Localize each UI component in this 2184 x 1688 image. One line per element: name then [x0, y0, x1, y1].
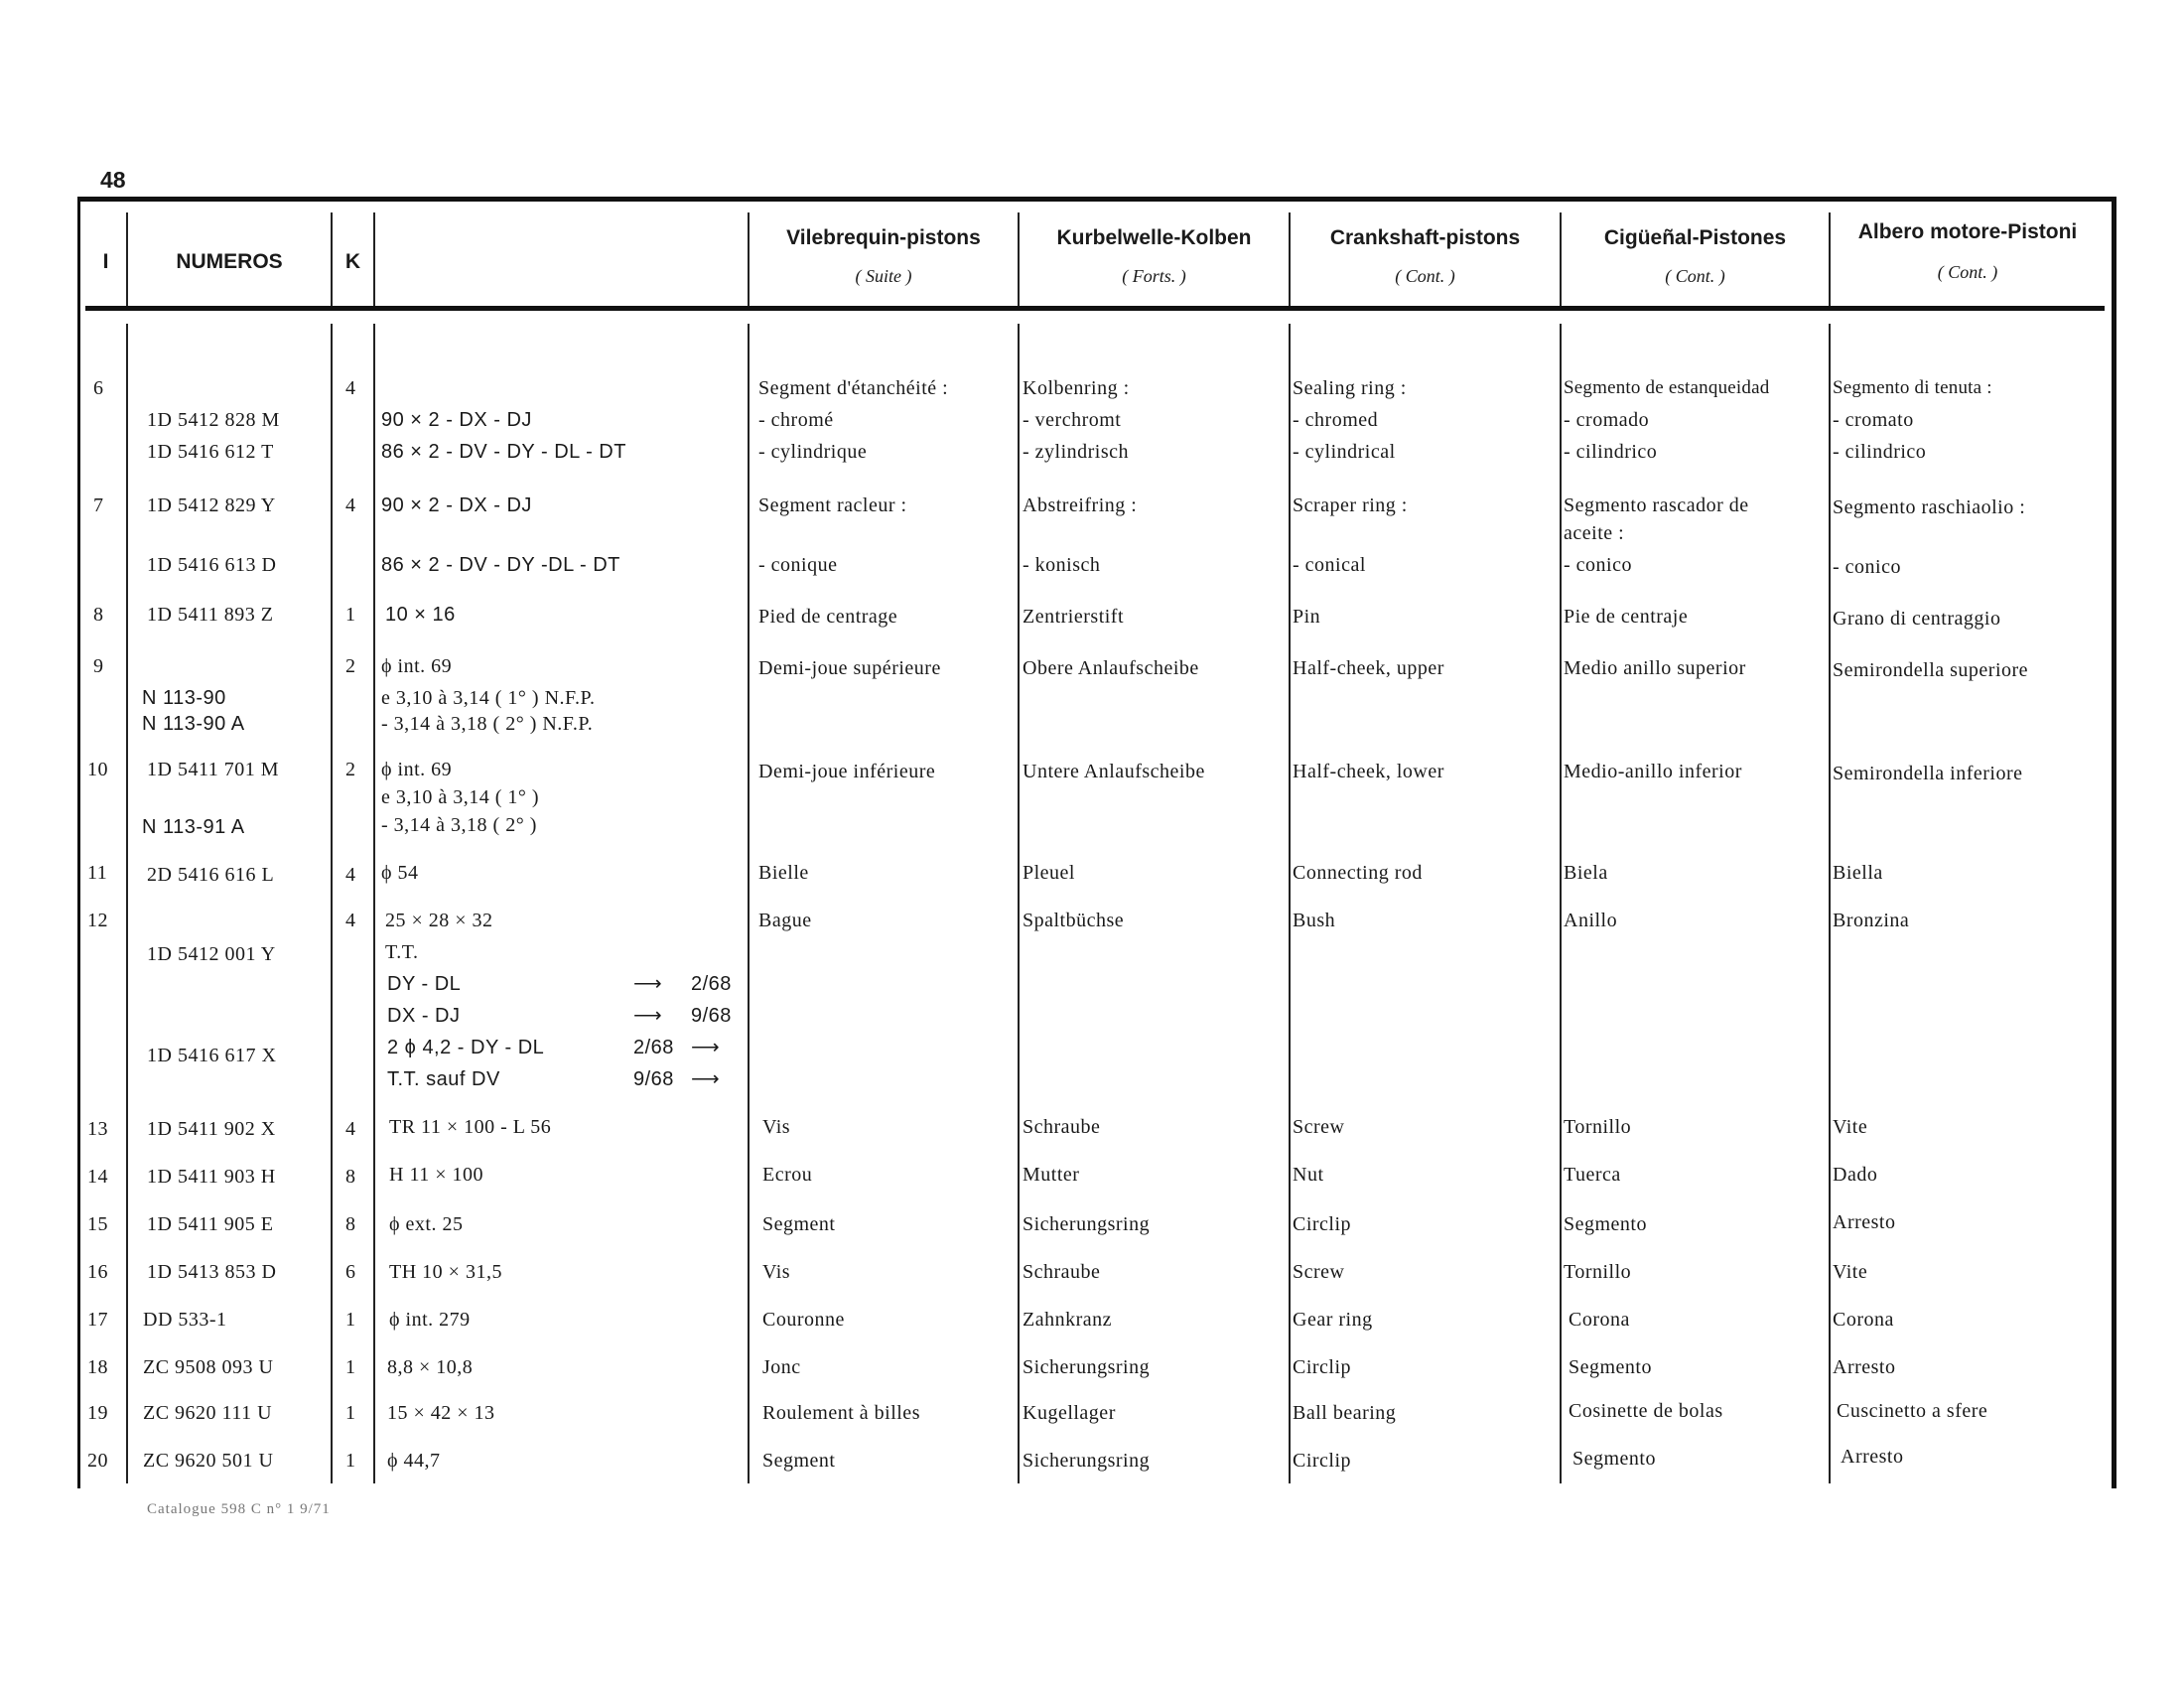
label-en: - chromed — [1293, 409, 1379, 431]
spec-text: T.T. — [385, 941, 419, 963]
arrow-icon: ⟶ — [691, 1037, 721, 1058]
label-fr: Ecrou — [762, 1164, 813, 1186]
label-es: aceite : — [1564, 522, 1625, 544]
spec-text: ϕ ext. 25 — [389, 1213, 464, 1235]
part-number: 2D 5416 616 L — [147, 864, 275, 886]
label-es: - cilindrico — [1564, 441, 1658, 463]
label-fr: Pied de centrage — [758, 606, 898, 628]
header-de-sub: ( Forts. ) — [1122, 266, 1186, 286]
part-number: 1D 5411 903 H — [147, 1166, 276, 1188]
header-de-title: Kurbelwelle-Kolben — [1056, 226, 1252, 249]
body-divider-v — [1018, 324, 1020, 1483]
row-index: 7 — [93, 494, 104, 516]
part-number: 1D 5413 853 D — [147, 1261, 277, 1283]
spec-text: 86 × 2 - DV - DY -DL - DT — [381, 554, 620, 576]
spec-text: H 11 × 100 — [389, 1164, 483, 1186]
label-de: Pleuel — [1023, 862, 1075, 884]
label-en: Gear ring — [1293, 1309, 1373, 1331]
label-fr: Demi-joue supérieure — [758, 657, 941, 679]
label-it: Arresto — [1833, 1356, 1896, 1378]
header-qty: K — [344, 250, 361, 273]
label-es: Medio-anillo inferior — [1564, 761, 1742, 782]
label-it: Arresto — [1833, 1211, 1896, 1233]
quantity: 4 — [345, 494, 356, 516]
label-es: Anillo — [1564, 910, 1618, 931]
spec-text: - 3,14 à 3,18 ( 2° ) — [381, 814, 537, 836]
part-number: N 113-90 — [142, 687, 226, 709]
part-number: 1D 5411 902 X — [147, 1118, 276, 1140]
label-fr: Bielle — [758, 862, 809, 884]
quantity: 1 — [345, 1402, 356, 1424]
label-en: Half-cheek, lower — [1293, 761, 1444, 782]
label-de: Untere Anlaufscheibe — [1023, 761, 1205, 782]
label-de: Abstreifring : — [1023, 494, 1138, 516]
spec-text: ϕ 54 — [381, 862, 419, 884]
header-fr-title: Vilebrequin-pistons — [786, 226, 981, 249]
body-divider-v — [748, 324, 750, 1483]
row-index: 8 — [93, 604, 104, 626]
quantity: 4 — [345, 864, 356, 886]
label-it: - cromato — [1833, 409, 1914, 431]
label-it: Semirondella inferiore — [1833, 763, 2023, 784]
label-es: Cosinette de bolas — [1569, 1400, 1723, 1422]
spec-condition: DY - DL — [387, 973, 462, 995]
label-es: Pie de centraje — [1564, 606, 1689, 628]
spec-text: 10 × 16 — [385, 604, 456, 626]
spec-text: e 3,10 à 3,14 ( 1° ) — [381, 786, 540, 808]
spec-condition: 2 ϕ 4,2 - DY - DL — [387, 1037, 545, 1058]
row-index: 12 — [87, 910, 108, 931]
spec-date: 9/68 — [633, 1068, 674, 1090]
header-en-title: Crankshaft-pistons — [1329, 226, 1521, 249]
part-number: 1D 5416 613 D — [147, 554, 277, 576]
label-es: - conico — [1564, 554, 1632, 576]
label-en: Screw — [1293, 1261, 1345, 1283]
part-number: 1D 5412 829 Y — [147, 494, 276, 516]
label-it: Arresto — [1841, 1446, 1904, 1468]
header-it-title: Albero motore-Pistoni — [1857, 220, 2078, 243]
label-it: Segmento di tenuta : — [1833, 377, 1992, 398]
spec-text: ϕ int. 69 — [381, 655, 453, 677]
spec-date: 2/68 — [691, 973, 732, 995]
part-number: 1D 5411 893 Z — [147, 604, 274, 626]
label-fr: Roulement à billes — [762, 1402, 920, 1424]
header-es-title: Cigüeñal-Pistones — [1603, 226, 1787, 249]
label-en: Sealing ring : — [1293, 377, 1407, 399]
label-it: Bronzina — [1833, 910, 1910, 931]
label-de: Schraube — [1023, 1116, 1101, 1138]
header-fr-sub: ( Suite ) — [855, 266, 912, 286]
label-fr: - chromé — [758, 409, 834, 431]
label-fr: Couronne — [762, 1309, 845, 1331]
label-fr: Demi-joue inférieure — [758, 761, 936, 782]
header-it-sub: ( Cont. ) — [1937, 262, 1998, 282]
label-en: Circlip — [1293, 1213, 1352, 1235]
page-number: 48 — [100, 167, 126, 193]
label-fr: Vis — [762, 1261, 791, 1283]
label-en: Screw — [1293, 1116, 1345, 1138]
body-divider-v — [1289, 324, 1291, 1483]
label-de: Zentrierstift — [1023, 606, 1125, 628]
part-number: 1D 5416 612 T — [147, 441, 274, 463]
row-index: 18 — [87, 1356, 108, 1378]
spec-text: 8,8 × 10,8 — [387, 1356, 474, 1378]
row-index: 17 — [87, 1309, 108, 1331]
body-divider-v — [373, 324, 375, 1483]
part-number: N 113-91 A — [142, 816, 245, 838]
label-fr: Vis — [762, 1116, 791, 1138]
label-en: Bush — [1293, 910, 1336, 931]
label-it: Segmento raschiaolio : — [1833, 496, 2026, 518]
row-index: 16 — [87, 1261, 108, 1283]
label-de: Schraube — [1023, 1261, 1101, 1283]
quantity: 4 — [345, 1118, 356, 1140]
row-index: 6 — [93, 377, 104, 399]
row-index: 10 — [87, 759, 108, 780]
label-en: Pin — [1293, 606, 1321, 628]
label-en: Scraper ring : — [1293, 494, 1408, 516]
header-divider-v — [373, 212, 375, 306]
quantity: 6 — [345, 1261, 356, 1283]
label-fr: Segment — [762, 1213, 836, 1235]
label-fr: - conique — [758, 554, 838, 576]
body-divider-v — [1829, 324, 1831, 1483]
spec-text: 90 × 2 - DX - DJ — [381, 494, 532, 516]
label-fr: Jonc — [762, 1356, 801, 1378]
label-fr: Segment racleur : — [758, 494, 907, 516]
label-es: Segmento rascador de — [1564, 494, 1749, 516]
label-de: Sicherungsring — [1023, 1450, 1151, 1472]
row-index: 15 — [87, 1213, 108, 1235]
row-index: 14 — [87, 1166, 108, 1188]
part-number: 1D 5411 701 M — [147, 759, 279, 780]
label-de: Kugellager — [1023, 1402, 1116, 1424]
body-divider-v — [331, 324, 333, 1483]
label-de: - zylindrisch — [1023, 441, 1130, 463]
label-es: Tornillo — [1564, 1116, 1632, 1138]
header-numeros: NUMEROS — [176, 250, 283, 273]
label-en: Connecting rod — [1293, 862, 1423, 884]
row-index: 11 — [87, 862, 108, 884]
label-es: Corona — [1569, 1309, 1630, 1331]
part-number: ZC 9620 111 U — [143, 1402, 273, 1424]
spec-text: 90 × 2 - DX - DJ — [381, 409, 532, 431]
label-de: Spaltbüchse — [1023, 910, 1125, 931]
label-it: Corona — [1833, 1309, 1894, 1331]
spec-text: 15 × 42 × 13 — [387, 1402, 495, 1424]
quantity: 2 — [345, 655, 356, 677]
spec-text: TR 11 × 100 - L 56 — [389, 1116, 552, 1138]
arrow-icon: ⟶ — [691, 1068, 721, 1090]
row-index: 9 — [93, 655, 104, 677]
label-en: Circlip — [1293, 1356, 1352, 1378]
part-number: 1D 5416 617 X — [147, 1045, 277, 1066]
spec-date: 9/68 — [691, 1005, 732, 1027]
quantity: 1 — [345, 604, 356, 626]
label-it: Vite — [1833, 1116, 1868, 1138]
spec-condition: DX - DJ — [387, 1005, 461, 1027]
spec-date: 2/68 — [633, 1037, 674, 1058]
label-es: Segmento — [1569, 1356, 1652, 1378]
label-en: Ball bearing — [1293, 1402, 1397, 1424]
row-index: 20 — [87, 1450, 108, 1472]
label-de: - verchromt — [1023, 409, 1122, 431]
spec-text: e 3,10 à 3,14 ( 1° ) N.F.P. — [381, 687, 596, 709]
header-divider — [85, 306, 2105, 311]
label-it: Vite — [1833, 1261, 1868, 1283]
row-index: 13 — [87, 1118, 108, 1140]
part-number: N 113-90 A — [142, 713, 245, 735]
label-it: Grano di centraggio — [1833, 608, 2001, 630]
label-de: Sicherungsring — [1023, 1356, 1151, 1378]
label-fr: - cylindrique — [758, 441, 868, 463]
quantity: 1 — [345, 1356, 356, 1378]
catalogue-footer: Catalogue 598 C n° 1 9/71 — [147, 1501, 331, 1517]
label-es: - cromado — [1564, 409, 1650, 431]
label-it: - cilindrico — [1833, 441, 1927, 463]
label-it: Semirondella superiore — [1833, 659, 2029, 681]
body-divider-v — [1560, 324, 1562, 1483]
quantity: 4 — [345, 910, 356, 931]
quantity: 8 — [345, 1213, 356, 1235]
part-number: 1D 5411 905 E — [147, 1213, 274, 1235]
label-de: Obere Anlaufscheibe — [1023, 657, 1199, 679]
spec-text: ϕ int. 279 — [389, 1309, 471, 1331]
spec-text: 86 × 2 - DV - DY - DL - DT — [381, 441, 626, 463]
label-es: Tornillo — [1564, 1261, 1632, 1283]
label-de: Mutter — [1023, 1164, 1080, 1186]
part-number: 1D 5412 001 Y — [147, 943, 276, 965]
label-fr: Bague — [758, 910, 812, 931]
label-it: Dado — [1833, 1164, 1878, 1186]
label-it: Biella — [1833, 862, 1883, 884]
part-number: ZC 9620 501 U — [143, 1450, 274, 1472]
quantity: 4 — [345, 377, 356, 399]
label-en: Nut — [1293, 1164, 1324, 1186]
part-number: ZC 9508 093 U — [143, 1356, 274, 1378]
spec-text: ϕ int. 69 — [381, 759, 453, 780]
label-en: - cylindrical — [1293, 441, 1396, 463]
quantity: 1 — [345, 1450, 356, 1472]
header-es-sub: ( Cont. ) — [1665, 266, 1725, 286]
spec-condition: T.T. sauf DV — [387, 1068, 500, 1090]
label-es: Segmento — [1564, 1213, 1647, 1235]
spec-text: 25 × 28 × 32 — [385, 910, 493, 931]
spec-text: TH 10 × 31,5 — [389, 1261, 502, 1283]
header-index: I — [102, 250, 109, 273]
quantity: 8 — [345, 1166, 356, 1188]
label-it: Cuscinetto a sfere — [1837, 1400, 1988, 1422]
body-divider-v — [126, 324, 128, 1483]
label-de: Sicherungsring — [1023, 1213, 1151, 1235]
quantity: 2 — [345, 759, 356, 780]
label-en: Half-cheek, upper — [1293, 657, 1444, 679]
arrow-icon: ⟶ — [633, 973, 663, 995]
spec-text: - 3,14 à 3,18 ( 2° ) N.F.P. — [381, 713, 594, 735]
label-es: Segmento — [1572, 1448, 1656, 1470]
quantity: 1 — [345, 1309, 356, 1331]
spec-text: ϕ 44,7 — [387, 1450, 441, 1472]
row-index: 19 — [87, 1402, 108, 1424]
part-number: 1D 5412 828 M — [147, 409, 280, 431]
label-en: Circlip — [1293, 1450, 1352, 1472]
label-es: Medio anillo superior — [1564, 657, 1746, 679]
label-en: - conical — [1293, 554, 1366, 576]
arrow-icon: ⟶ — [633, 1005, 663, 1027]
label-es: Biela — [1564, 862, 1608, 884]
part-number: DD 533-1 — [143, 1309, 227, 1331]
label-fr: Segment — [762, 1450, 836, 1472]
header-en-sub: ( Cont. ) — [1395, 266, 1455, 286]
label-es: Tuerca — [1564, 1164, 1621, 1186]
label-de: - konisch — [1023, 554, 1101, 576]
label-it: - conico — [1833, 556, 1901, 578]
label-de: Zahnkranz — [1023, 1309, 1113, 1331]
label-de: Kolbenring : — [1023, 377, 1130, 399]
label-fr: Segment d'étanchéité : — [758, 377, 949, 399]
label-es: Segmento de estanqueidad — [1564, 377, 1770, 398]
